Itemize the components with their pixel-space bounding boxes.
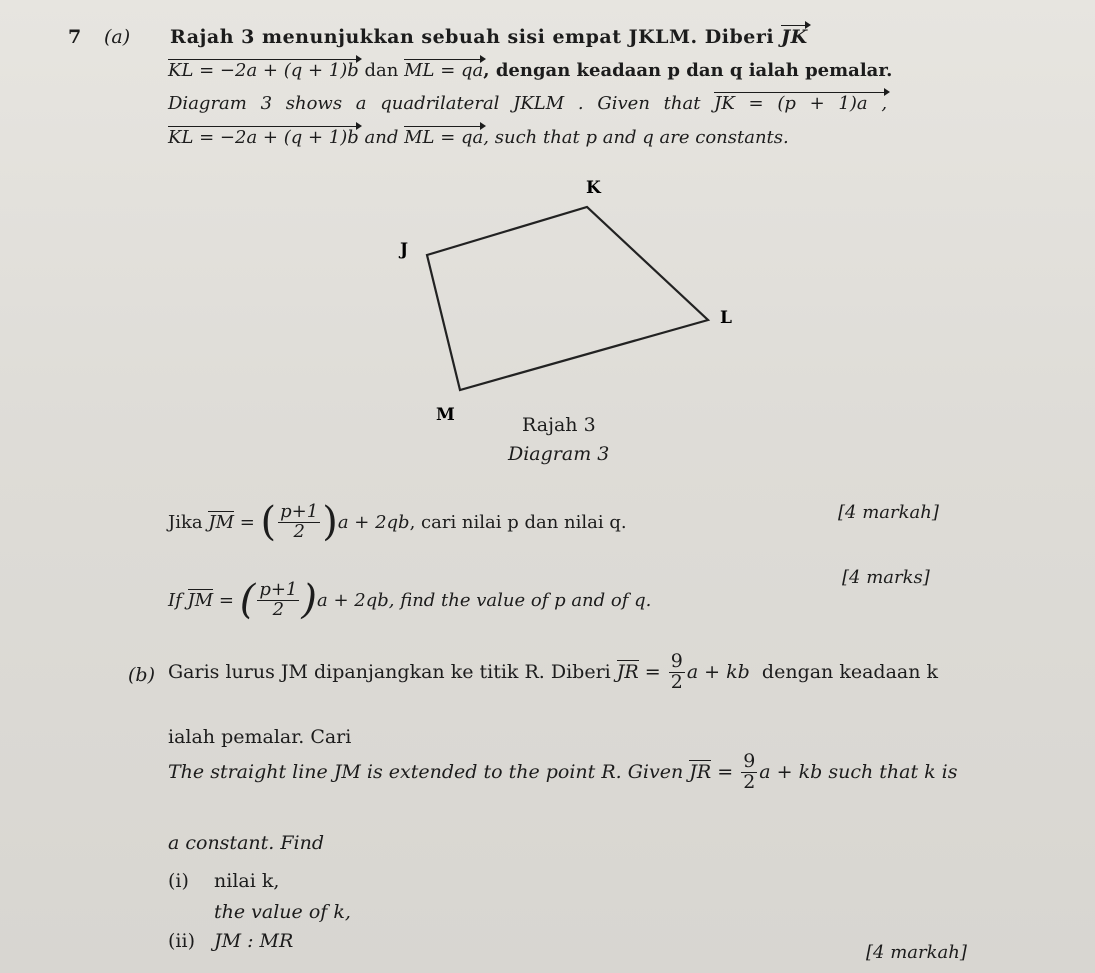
marks-english-a: [4 marks] xyxy=(842,567,930,588)
english-jr-vector: JR xyxy=(689,761,712,784)
english-ml-expression: ML = qa xyxy=(404,127,484,148)
vertex-label-m: M xyxy=(436,405,455,425)
sub-ii-ratio: JM : MR xyxy=(214,930,294,952)
english-intro-text: Diagram 3 shows a quadrilateral JKLM . Given that xyxy=(168,93,701,114)
english-intro-line1 xyxy=(168,93,887,114)
vertex-label-l: L xyxy=(720,308,732,328)
english-fraction-numerator: p+1 xyxy=(259,578,298,600)
english-and-word: and xyxy=(364,127,399,148)
malay-condition-tail: , cari nilai p dan nilai q. xyxy=(409,511,627,533)
part-b-english-tail: such that k is xyxy=(828,761,958,784)
english-jr-frac-num: 9 xyxy=(743,750,756,772)
english-jr-rhs: a + kb xyxy=(759,761,823,784)
malay-jr-frac-den: 2 xyxy=(670,670,683,693)
malay-kl-expression: KL = −2a + (q + 1)b xyxy=(168,60,359,81)
malay-fraction-denominator: 2 xyxy=(293,520,305,542)
diagram-caption-malay: Rajah 3 xyxy=(522,414,596,436)
part-b-english-line1: The straight line JM is extended to the point R. Given JR = $\frac{9}{2}$ a + kb such that k is xyxy=(168,750,958,793)
malay-jr-frac-num: 9 xyxy=(670,650,683,672)
english-jm-vector: JM xyxy=(187,589,214,611)
malay-intro-line2 xyxy=(168,60,892,81)
malay-intro-tail: , dengan keadaan p dan q ialah pemalar. xyxy=(483,60,893,81)
part-b-malay-tail: dengan keadaan k xyxy=(761,661,939,684)
malay-jr-rhs: a + kb xyxy=(686,661,750,684)
english-intro-tail: , such that p and q are constants. xyxy=(483,127,789,148)
marks-malay-b: [4 markah] xyxy=(866,942,967,963)
malay-condition-rhs: a + 2qb xyxy=(337,511,410,533)
marks-malay-a: [4 markah] xyxy=(838,502,939,523)
part-b-malay-text: Garis lurus JM dipanjangkan ke titik R. Diberi xyxy=(168,661,611,684)
malay-ml-expression: ML = qa xyxy=(404,60,484,81)
english-condition-tail: , find the value of p and of q. xyxy=(388,589,652,611)
question-number: 7 xyxy=(68,26,82,48)
malay-intro-text: Rajah 3 menunjukkan sebuah sisi empat JKLM. Diberi xyxy=(170,26,775,48)
part-b-label: (b) xyxy=(128,664,155,686)
english-fraction-denominator: 2 xyxy=(272,598,285,620)
diagram-caption-english: Diagram 3 xyxy=(508,443,610,465)
english-intro-line2 xyxy=(168,127,789,148)
malay-jr-vector: JR xyxy=(616,661,639,684)
english-if-word: If xyxy=(168,589,182,611)
part-b-malay-line1: Garis lurus JM dipanjangkan ke titik R. Diberi JR = $\frac{9}{2}$ a + kb dengan keadaan k xyxy=(168,650,939,693)
english-condition-line: If JM = ( $\frac{p+1}{2}$ ) a + 2qb , find the value of p and of q. xyxy=(168,577,652,623)
malay-fraction-numerator: p+1 xyxy=(280,500,319,522)
part-a-label: (a) xyxy=(104,26,131,48)
malay-jk-vector: JK xyxy=(781,26,808,48)
sub-i-english: the value of k, xyxy=(214,901,351,923)
english-kl-expression: KL = −2a + (q + 1)b xyxy=(168,127,359,148)
malay-condition-line: Jika JM = ( $\frac{p+1}{2}$ ) a + 2qb , cari nilai p dan nilai q. xyxy=(168,499,627,545)
vertex-label-j: J xyxy=(400,240,409,260)
english-condition-rhs: a + 2qb xyxy=(316,589,389,611)
sub-i-label: (i) xyxy=(168,870,189,892)
malay-jm-vector: JM xyxy=(208,511,235,533)
part-b-english-text: The straight line JM is extended to the point R. Given xyxy=(168,761,684,784)
sub-ii-label: (ii) xyxy=(168,930,195,952)
quadrilateral-jklm xyxy=(427,207,708,390)
malay-intro-line1 xyxy=(170,26,808,48)
part-b-english-line2: a constant. Find xyxy=(168,832,325,854)
part-b-malay-line2: ialah pemalar. Cari xyxy=(168,726,352,748)
vertex-label-k: K xyxy=(586,178,601,198)
quadrilateral-diagram xyxy=(380,165,760,435)
english-jr-frac-den: 2 xyxy=(743,770,756,793)
sub-i-malay: nilai k, xyxy=(214,870,280,892)
malay-dan-word: dan xyxy=(364,60,399,81)
english-jk-expression: JK = (p + 1)a , xyxy=(714,93,888,114)
malay-jika-word: Jika xyxy=(168,511,203,533)
